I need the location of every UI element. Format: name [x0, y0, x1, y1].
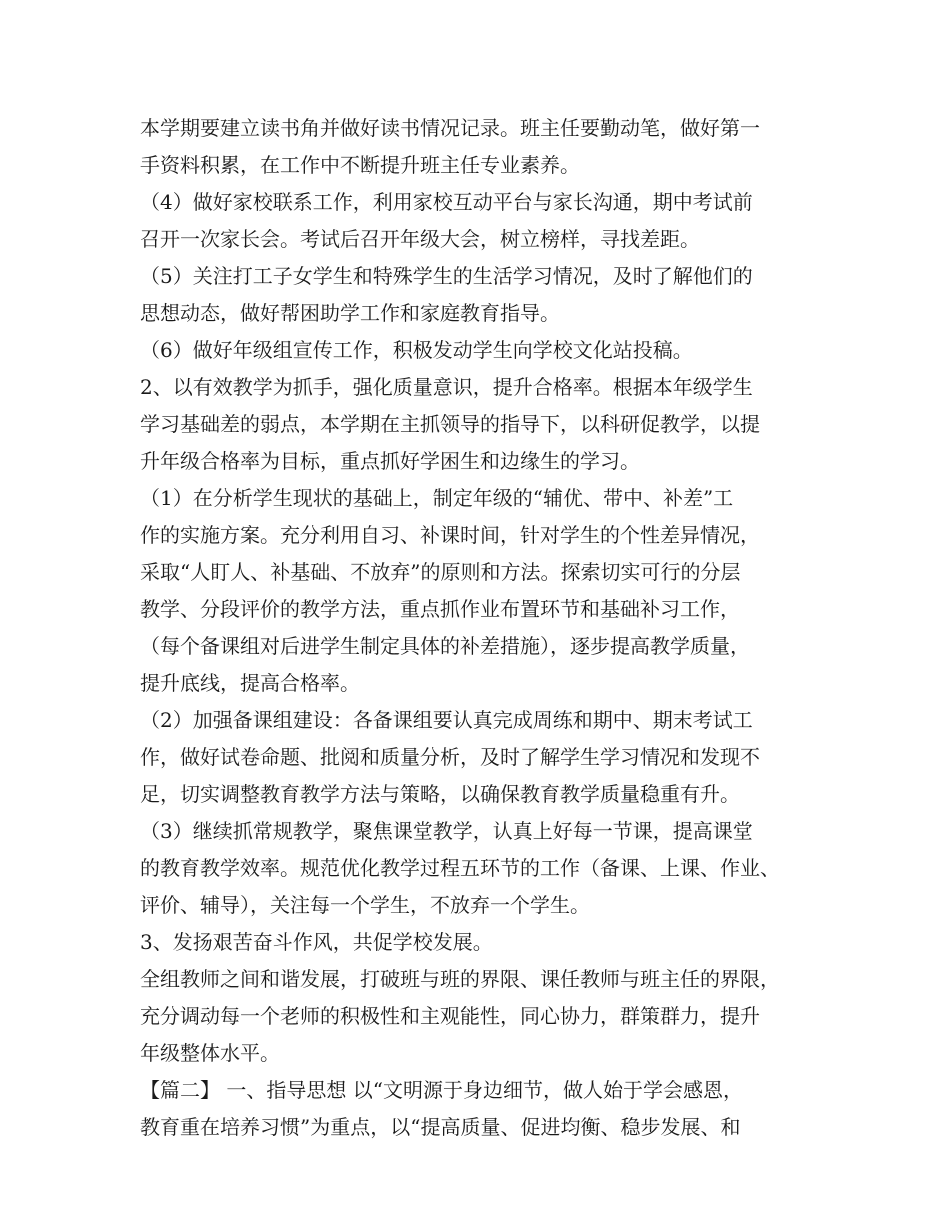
text-line: 年级整体水平。: [140, 1041, 280, 1065]
text-line: （1）在分析学生现状的基础上，制定年级的“辅优、带中、补差”工: [140, 486, 734, 510]
document-body: [140, 110, 830, 1146]
text-line: 本学期要建立读书角并做好读书情况记录。班主任要勤动笔，做好第一: [140, 116, 760, 140]
text-line: 作的实施方案。充分利用自习、补课时间，针对学生的个性差异情况，: [140, 523, 760, 547]
text-line: 学习基础差的弱点，本学期在主抓领导的指导下，以科研促教学，以提: [140, 412, 760, 436]
text-line: 全组教师之间和谐发展，打破班与班的界限、课任教师与班主任的界限，: [140, 967, 780, 991]
text-line: （2）加强备课组建设：各备课组要认真完成周练和期中、期末考试工: [140, 708, 753, 732]
text-line: 作，做好试卷命题、批阅和质量分析，及时了解学生学习情况和发现不: [140, 745, 760, 769]
text-line: 3、发扬艰苦奋斗作风，共促学校发展。: [140, 930, 493, 954]
text-line: 2、以有效教学为抓手，强化质量意识，提升合格率。根据本年级学生: [140, 375, 753, 399]
text-line: 思想动态，做好帮困助学工作和家庭教育指导。: [140, 301, 560, 325]
text-line: 【篇二】 一、指导思想 以“文明源于身边细节，做人始于学会感恩，: [140, 1078, 743, 1102]
text-line: 评价、辅导），关注每一个学生，不放弃一个学生。: [140, 893, 590, 917]
text-line: （5）关注打工子女学生和特殊学生的生活学习情况，及时了解他们的: [140, 264, 753, 288]
text-line: 足，切实调整教育教学方法与策略，以确保教育教学质量稳重有升。: [140, 782, 740, 806]
text-line: 的教育教学效率。规范优化教学过程五环节的工作（备课、上课、作业、: [140, 856, 780, 880]
text-line: （3）继续抓常规教学，聚焦课堂教学，认真上好每一节课，提高课堂: [140, 819, 753, 843]
text-line: 提升底线，提高合格率。: [140, 671, 360, 695]
text-line: 充分调动每一个老师的积极性和主观能性，同心协力，群策群力，提升: [140, 1004, 760, 1028]
text-line: （每个备课组对后进学生制定具体的补差措施），逐步提高教学质量，: [140, 634, 750, 658]
text-line: （4）做好家校联系工作，利用家校互动平台与家长沟通，期中考试前: [140, 190, 753, 214]
text-line: 教育重在培养习惯”为重点，以“提高质量、促进均衡、稳步发展、和: [140, 1115, 741, 1139]
text-line: 升年级合格率为目标，重点抓好学困生和边缘生的学习。: [140, 449, 640, 473]
text-line: （6）做好年级组宣传工作，积极发动学生向学校文化站投稿。: [140, 338, 693, 362]
text-line: 教学、分段评价的教学方法，重点抓作业布置环节和基础补习工作，: [140, 597, 740, 621]
text-line: 召开一次家长会。考试后召开年级大会，树立榜样，寻找差距。: [140, 227, 700, 251]
text-line: 手资料积累，在工作中不断提升班主任专业素养。: [140, 153, 580, 177]
text-line: 采取“人盯人、补基础、不放弃”的原则和方法。探索切实可行的分层: [140, 560, 741, 584]
